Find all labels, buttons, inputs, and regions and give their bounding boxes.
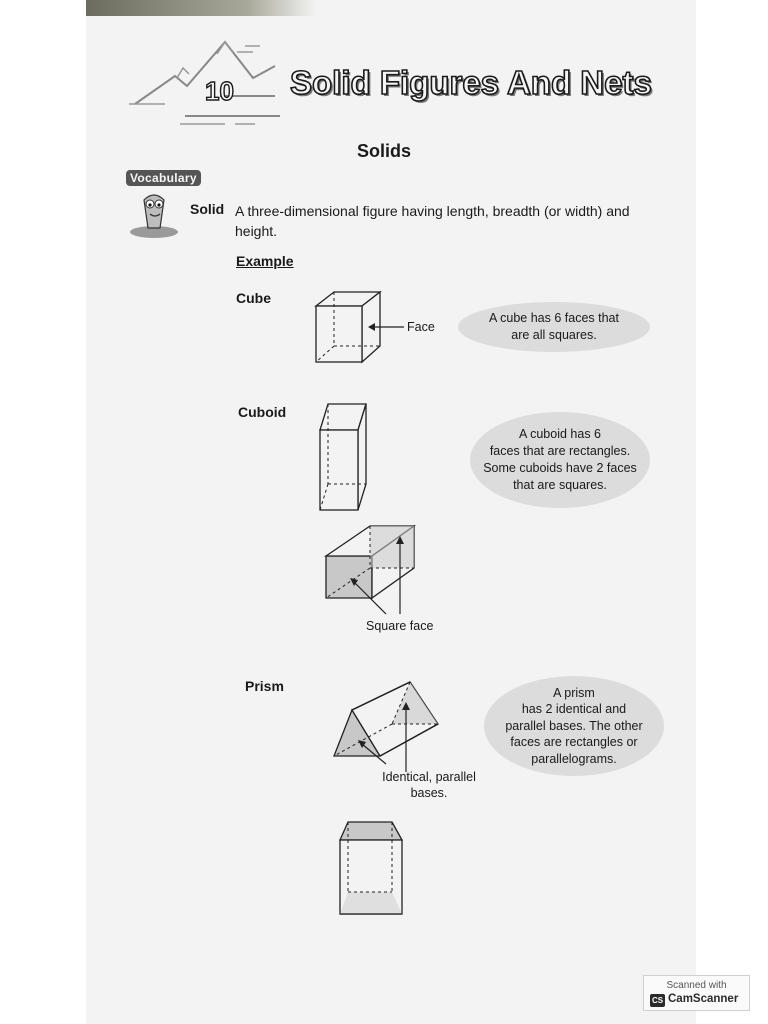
page-edge-shadow xyxy=(86,0,316,16)
bases-callout-line: Identical, parallel xyxy=(382,770,476,784)
cuboid-note-line: A cuboid has 6 xyxy=(518,427,601,441)
section-title: Solids xyxy=(356,141,411,161)
cuboid-note-line: that are squares. xyxy=(513,478,607,492)
flat-cuboid-diagram xyxy=(322,520,422,610)
camscanner-watermark xyxy=(643,975,750,1011)
pencil-mascot-icon xyxy=(128,190,183,240)
prism-note-bubble xyxy=(484,676,664,776)
cuboid-note-line: Some cuboids have 2 faces xyxy=(483,461,637,475)
identical-bases-callout xyxy=(376,769,482,801)
cube-note-line: A cube has 6 faces that xyxy=(489,311,619,325)
cuboid-note-line: faces that are rectangles. xyxy=(489,444,631,458)
chapter-title: Solid Figures And Nets xyxy=(290,64,652,101)
cube-label: Cube xyxy=(236,290,271,306)
prism-note-line: has 2 identical and xyxy=(521,702,627,717)
trapezoid-prism-diagram xyxy=(338,818,410,918)
example-heading: Example xyxy=(236,253,294,269)
bases-callout-line: bases. xyxy=(410,786,448,800)
prism-note-line: parallel bases. The other xyxy=(505,718,643,733)
camscanner-logo-icon: CS xyxy=(651,996,664,1005)
prism-note-line: A prism xyxy=(553,685,595,700)
watermark-caption: Scanned with xyxy=(666,980,727,991)
watermark-brand: CamScanner xyxy=(668,993,739,1005)
vocabulary-label: Vocabulary xyxy=(126,170,201,186)
chapter-number: 10 xyxy=(205,76,234,106)
tall-cuboid-diagram xyxy=(316,400,376,515)
prism-note-line: parallelograms. xyxy=(531,751,617,766)
prism-label: Prism xyxy=(245,678,284,694)
vocabulary-definition: A three-dimensional figure having length, breadth (or width) and height. xyxy=(235,203,630,239)
prism-note-line: faces are rectangles or xyxy=(510,735,638,750)
face-callout: Face xyxy=(407,320,435,334)
cuboid-label: Cuboid xyxy=(238,404,287,420)
cuboid-note-bubble xyxy=(470,412,650,508)
face-arrow xyxy=(366,322,406,332)
cube-note-line: are all squares. xyxy=(511,328,597,342)
vocabulary-term: Solid xyxy=(190,201,225,217)
cube-note-bubble xyxy=(458,302,650,352)
square-face-callout: Square face xyxy=(366,619,434,633)
